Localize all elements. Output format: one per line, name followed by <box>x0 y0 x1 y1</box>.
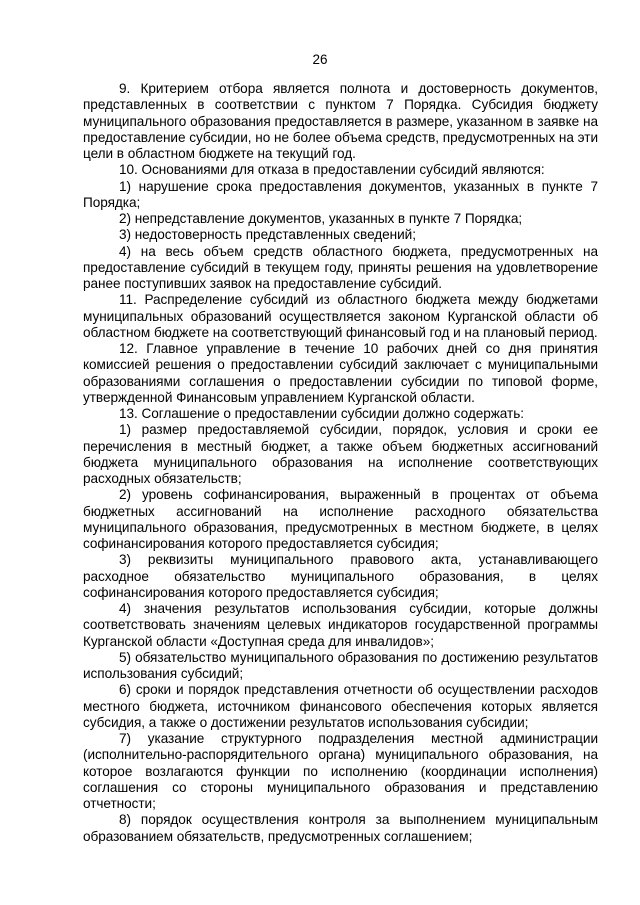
document-body <box>83 81 598 845</box>
paragraph-10-item-4: 4) на весь объем средств областного бюджета, предусмотренных на предоставление субсидий в текущем году, приняты решения на удовлетворение ранее поступивших заявок на предоставление субсидий. <box>83 243 598 291</box>
paragraph-13-item-4: 4) значения результатов использования субсидии, которые должны соответствовать значениям целевых индикаторов государственной программы Курганской области «Доступная среда для инвалидов»; <box>83 601 598 649</box>
paragraph-10-item-2: 2) непредставление документов, указанных в пункте 7 Порядка; <box>119 211 523 226</box>
paragraph-10: 10. Основаниями для отказа в предоставлении субсидий являются: <box>119 162 545 178</box>
paragraph-13-item-7: 7) указание структурного подразделения местной администрации (исполнительно-распорядительного органа) муниципального образования, на которое возлагаются функции по исполнению (координации исполнения) соглашения со стороны муниципального образования и представлению отчетности; <box>83 731 598 811</box>
paragraph-13-item-8: 8) порядок осуществления контроля за выполнением муниципальным образованием обязательств, предусмотренных соглашением; <box>83 812 598 844</box>
paragraph-10-item-3: 3) недостоверность представленных сведений; <box>119 227 416 243</box>
paragraph-13-item-6: 6) сроки и порядок представления отчетности об осуществлении расходов местного бюджета, источником финансового обеспечения которых является субсидия, а также о достижении результатов использования субсидии; <box>83 682 598 730</box>
paragraph-13: 13. Соглашение о предоставлении субсидии должно содержать: <box>119 406 524 421</box>
paragraph-13-item-2: 2) уровень софинансирования, выраженный в процентах от объема бюджетных ассигнований на исполнение расходного обязательства муниципального образования, предусмотренных в местном бюджете, в целях софинансирования которого предоставляется субсидия; <box>83 487 598 551</box>
page-number: 26 <box>312 52 328 67</box>
paragraph-13-item-5: 5) обязательство муниципального образования по достижению результатов использования субсидий; <box>83 649 598 681</box>
paragraph-13-item-1: 1) размер предоставляемой субсидии, порядок, условия и сроки ее перечисления в местный бюджет, а также объем бюджетных ассигнований бюджета муниципального образования на исполнение соответствующих расходных обязательств; <box>83 422 598 486</box>
paragraph-10-item-1: 1) нарушение срока предоставления документов, указанных в пункте 7 Порядка; <box>83 178 598 210</box>
paragraph-11: 11. Распределение субсидий из областного бюджета между бюджетами муниципальных образований осуществляется законом Курганской области об областном бюджете на соответствующий финансовый год и на плановый период. <box>83 292 598 340</box>
paragraph-12: 12. Главное управление в течение 10 рабочих дней со дня принятия комиссией решения о предоставлении субсидий заключает с муниципальными образованиями соглашения о предоставлении субсидии по типовой форме, утвержденной Финансовым управлением Курганской области. <box>83 341 598 405</box>
paragraph-13-item-3: 3) реквизиты муниципального правового акта, устанавливающего расходное обязательство муниципального образования, в целях софинансирования которого предоставляется субсидия; <box>83 552 598 600</box>
paragraph-9: 9. Критерием отбора является полнота и достоверность документов, представленных в соответствии с пунктом 7 Порядка. Субсидия бюджету муниципального образования предоставляется в размере, указанном в заявке на предоставление субсидии, но не более объема средств, предусмотренных на эти цели в областном бюджете на текущий год. <box>83 81 598 161</box>
